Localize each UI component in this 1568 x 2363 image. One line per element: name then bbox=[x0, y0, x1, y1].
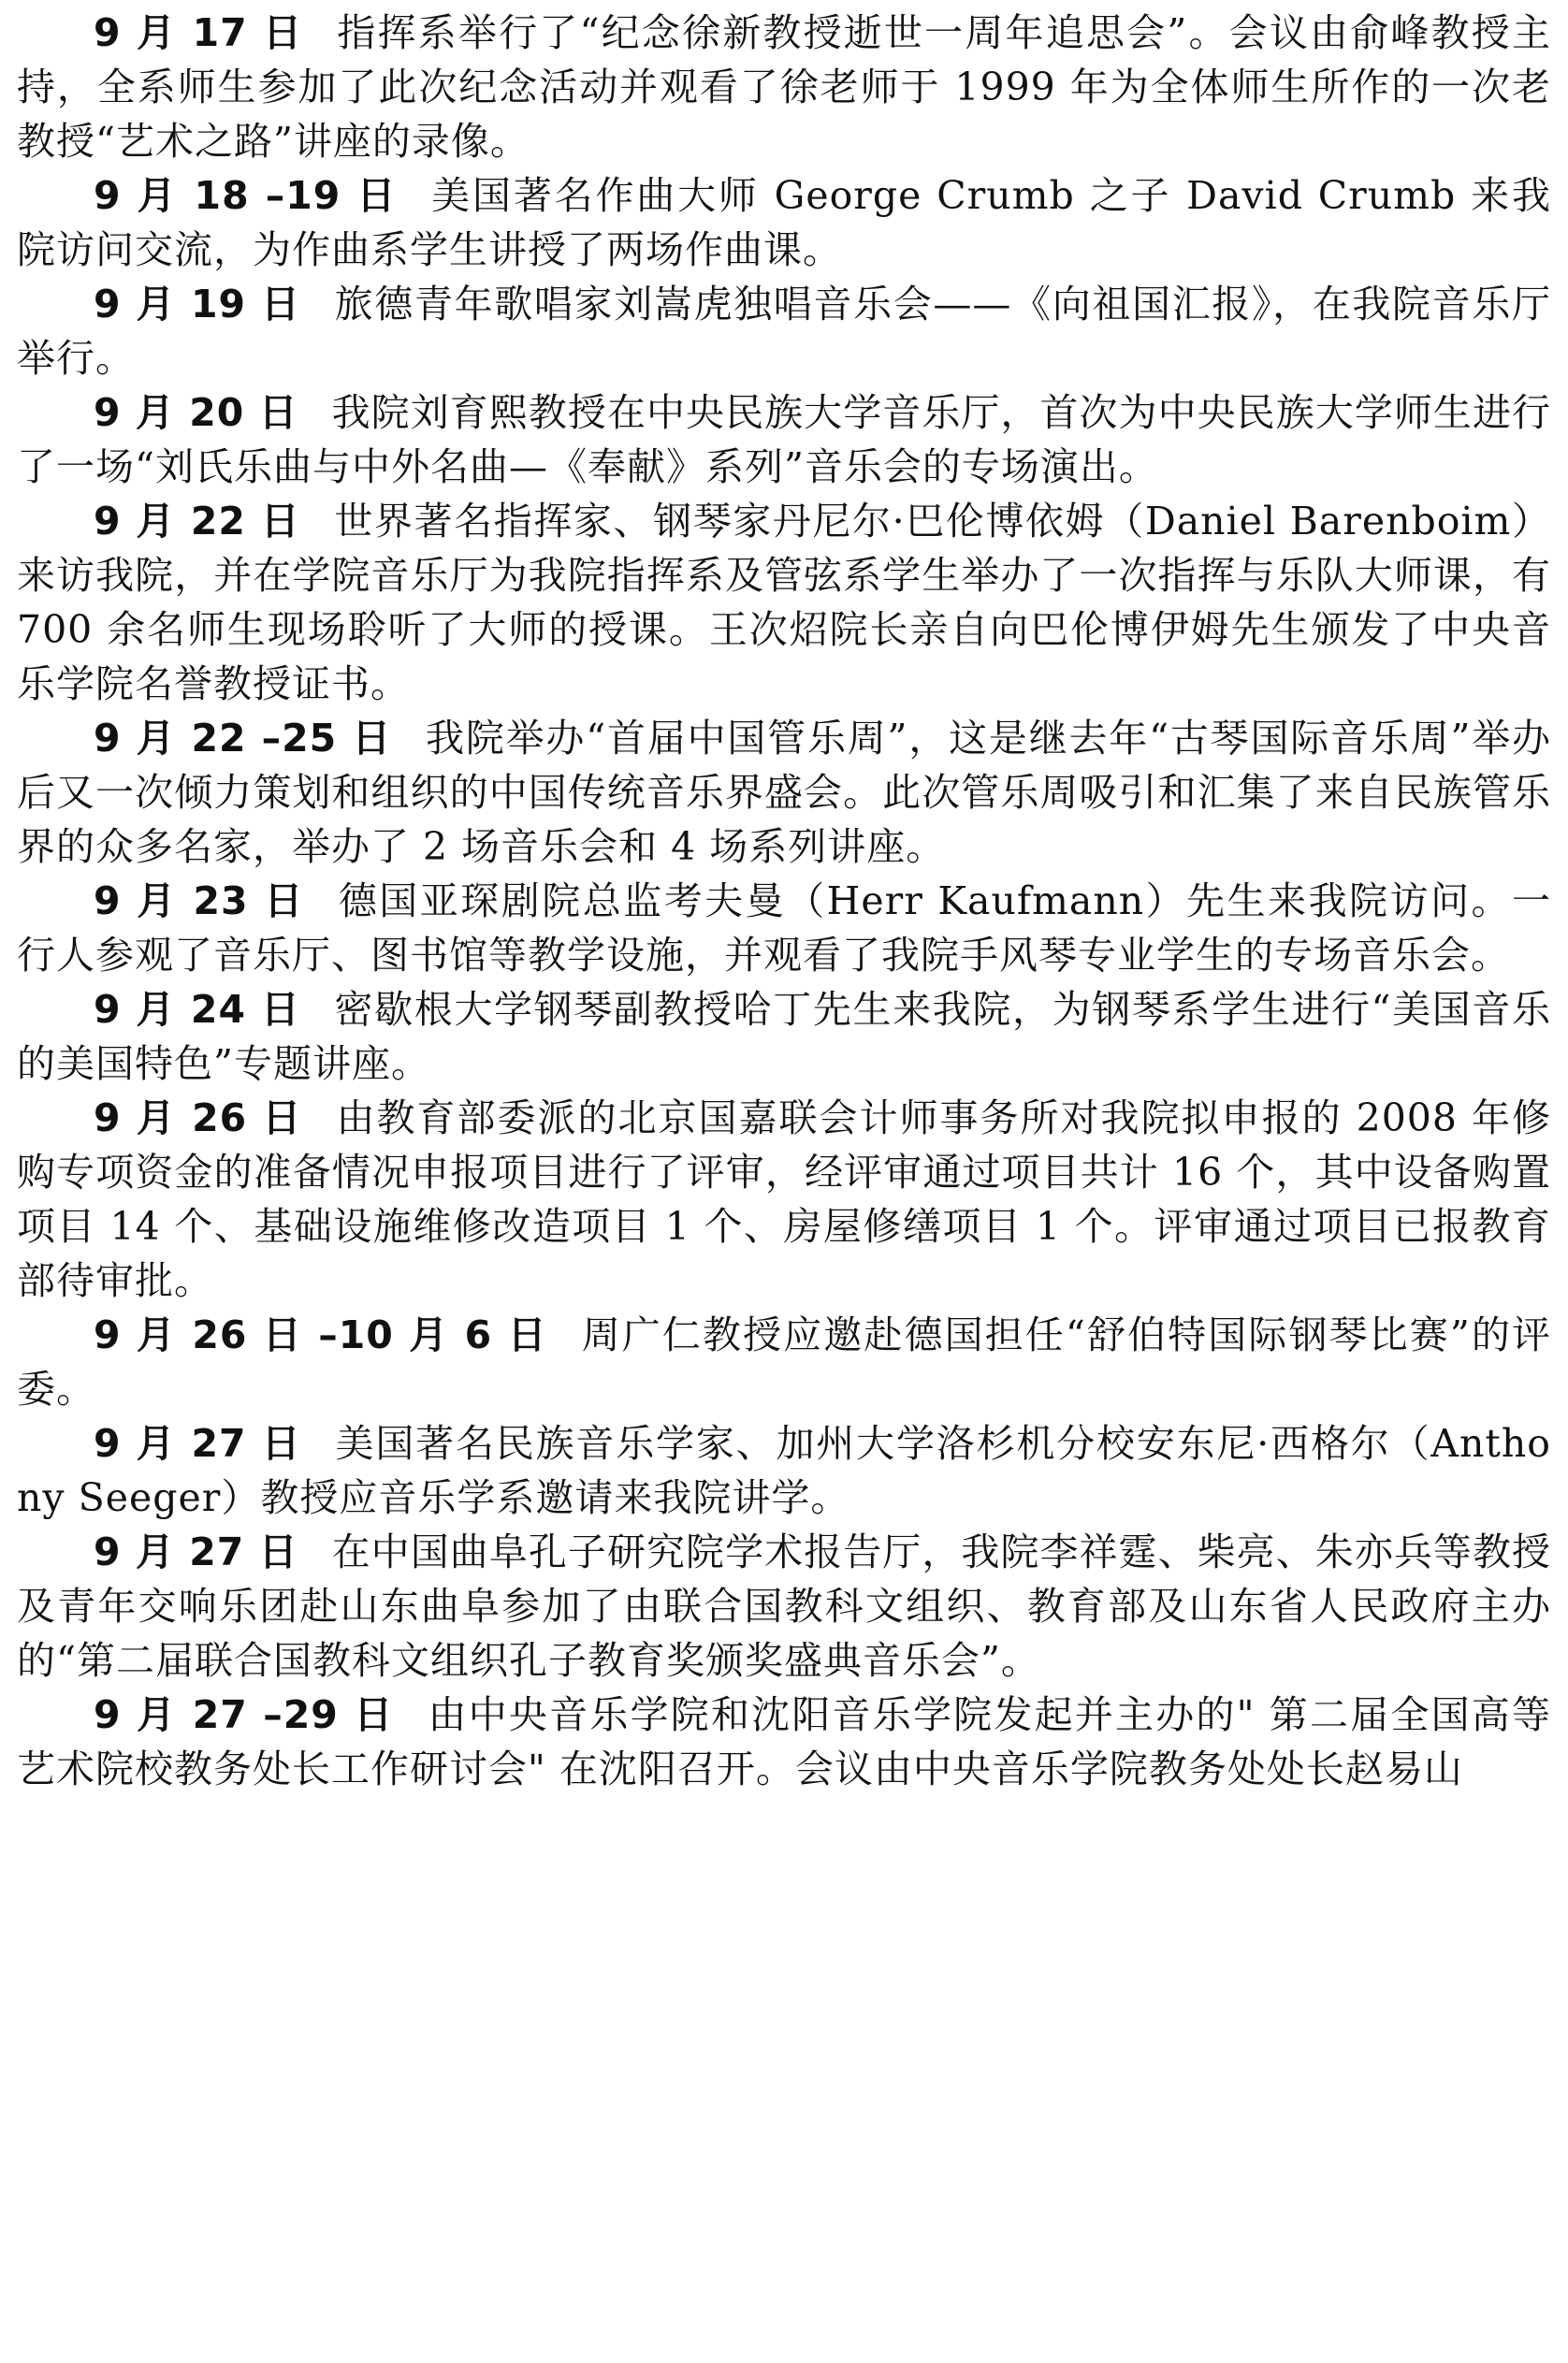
chronicle-entry bbox=[17, 1416, 1551, 1525]
chronicle-entry bbox=[17, 1525, 1551, 1688]
entry-date: 9 月 22 日 bbox=[94, 499, 301, 544]
chronicle-entry bbox=[17, 385, 1551, 494]
chronicle-entry bbox=[17, 874, 1551, 982]
entry-text: 周广仁教授应邀赴德国担任“舒伯特国际钢琴比赛”的评委。 bbox=[17, 1312, 1551, 1412]
chronicle-entry bbox=[17, 1091, 1551, 1308]
entry-text: 我院举办“首届中国管乐周”，这是继去年“古琴国际音乐周”举办后又一次倾力策划和组织的中国传统音乐界盛会。此次管乐周吸引和汇集了来自民族管乐界的众多名家，举办了 2 场音乐会和 4 场系列讲座。 bbox=[17, 716, 1551, 869]
entry-date: 9 月 27 –29 日 bbox=[94, 1692, 395, 1737]
chronicle-entry bbox=[17, 1688, 1551, 1796]
chronicle-entry bbox=[17, 711, 1551, 874]
entry-text: 在中国曲阜孔子研究院学术报告厅，我院李祥霆、柴亮、朱亦兵等教授及青年交响乐团赴山东曲阜参加了由联合国教科文组织、教育部及山东省人民政府主办的“第二届联合国教科文组织孔子教育奖颁奖盛典音乐会”。 bbox=[17, 1529, 1552, 1683]
entry-date: 9 月 18 –19 日 bbox=[94, 173, 399, 218]
chronicle-entry bbox=[17, 494, 1551, 711]
entry-date: 9 月 27 日 bbox=[94, 1421, 302, 1466]
entry-text: 世界著名指挥家、钢琴家丹尼尔·巴伦博依姆（Daniel Barenboim）来访我院，并在学院音乐厅为我院指挥系及管弦系学生举办了一次指挥与乐队大师课，有 700 余名师生现场聆听了大师的授课。王次炤院长亲自向巴伦博伊姆先生颁发了中央音乐学院名誉教授证书。 bbox=[17, 499, 1552, 706]
chronicle-entry bbox=[17, 1308, 1551, 1416]
entry-date: 9 月 24 日 bbox=[94, 987, 301, 1032]
entry-date: 9 月 26 日 bbox=[94, 1095, 303, 1140]
chronicle-entry bbox=[17, 277, 1551, 385]
entry-text: 指挥系举行了“纪念徐新教授逝世一周年追思会”。会议由俞峰教授主持，全系师生参加了此次纪念活动并观看了徐老师于 1999 年为全体师生所作的一次老教授“艺术之路”讲座的录像。 bbox=[17, 10, 1551, 164]
document-page bbox=[17, 6, 1551, 1796]
entry-date: 9 月 23 日 bbox=[94, 878, 305, 923]
entry-date: 9 月 19 日 bbox=[94, 282, 301, 326]
entry-date: 9 月 17 日 bbox=[94, 10, 304, 55]
chronicle-entry bbox=[17, 982, 1551, 1091]
entry-date: 9 月 22 –25 日 bbox=[94, 716, 393, 761]
entry-date: 9 月 27 日 bbox=[94, 1529, 298, 1574]
entry-text: 我院刘育熙教授在中央民族大学音乐厅，首次为中央民族大学师生进行了一场“刘氏乐曲与中外名曲—《奉献》系列”音乐会的专场演出。 bbox=[17, 390, 1552, 489]
entry-date: 9 月 26 日 –10 月 6 日 bbox=[94, 1312, 548, 1357]
entry-text: 密歇根大学钢琴副教授哈丁先生来我院，为钢琴系学生进行“美国音乐的美国特色”专题讲座。 bbox=[17, 987, 1551, 1086]
entry-text: 旅德青年歌唱家刘嵩虎独唱音乐会——《向祖国汇报》，在我院音乐厅举行。 bbox=[17, 282, 1551, 381]
entry-text: 由中央音乐学院和沈阳音乐学院发起并主办的" 第二届全国高等艺术院校教务处长工作研讨会" 在沈阳召开。会议由中央音乐学院教务处处长赵易山 bbox=[17, 1692, 1551, 1791]
entry-date: 9 月 20 日 bbox=[94, 390, 298, 435]
entry-text: 美国著名作曲大师 George Crumb 之子 David Crumb 来我院访问交流，为作曲系学生讲授了两场作曲课。 bbox=[17, 173, 1551, 272]
entry-text: 德国亚琛剧院总监考夫曼（Herr Kaufmann）先生来我院访问。一行人参观了音乐厅、图书馆等教学设施，并观看了我院手风琴专业学生的专场音乐会。 bbox=[17, 878, 1551, 978]
entry-text: 美国著名民族音乐学家、加州大学洛杉机分校安东尼·西格尔（Anthony Seeger）教授应音乐学系邀请来我院讲学。 bbox=[17, 1421, 1551, 1520]
chronicle-entry bbox=[17, 168, 1551, 277]
chronicle-entry bbox=[17, 6, 1551, 168]
entry-text: 由教育部委派的北京国嘉联会计师事务所对我院拟申报的 2008 年修购专项资金的准备情况申报项目进行了评审，经评审通过项目共计 16 个，其中设备购置项目 14 个、基础设施维修改造项目 1 个、房屋修缮项目 1 个。评审通过项目已报教育部待审批。 bbox=[17, 1095, 1552, 1303]
